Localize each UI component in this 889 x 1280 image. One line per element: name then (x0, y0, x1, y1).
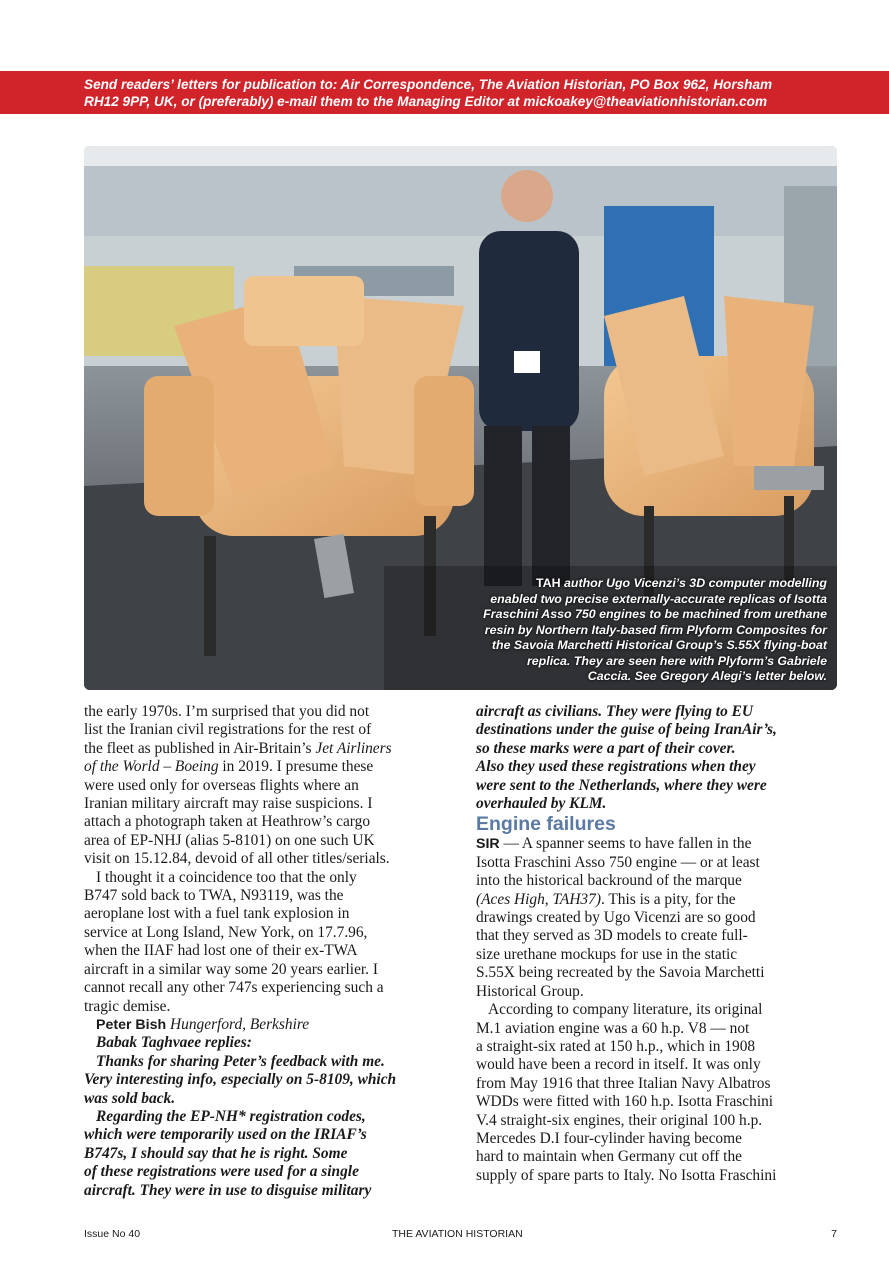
body-line: Historical Group. (476, 982, 584, 1000)
body-line: — A spanner seems to have fallen in the (499, 835, 752, 853)
body-line: I thought it a coincidence too that the only (96, 868, 357, 886)
body-line: Isotta Fraschini Asso 750 engine — or at least (476, 853, 760, 871)
body-line: supply of spare parts to Italy. No Isotta Fraschini (476, 1166, 777, 1184)
reply-line: which were temporarily used on the IRIAF’s (84, 1126, 367, 1144)
section-heading: Engine failures (476, 813, 616, 836)
body-line: the fleet as published in Air-Britain’s (84, 739, 316, 757)
reply-line: aircraft as civilians. They were flying to EU (476, 703, 754, 720)
body-line: tragic demise. (84, 997, 171, 1015)
body-line: Iranian military aircraft may raise suspicions. I (84, 795, 373, 813)
reply-line: aircraft. They were in use to disguise military (84, 1181, 372, 1199)
page-number: 7 (831, 1228, 837, 1240)
left-column (84, 703, 449, 1200)
body-line: drawings created by Ugo Vicenzi are so good (476, 909, 756, 927)
photo-caption (427, 576, 827, 685)
signature-name: Peter Bish (96, 1016, 167, 1033)
body-line: would have been a record in itself. It was only (476, 1056, 761, 1074)
banner-line-2: RH12 9PP, UK, or (preferably) e-mail them to the Managing Editor at mickoakey@theaviationhistorian.com (84, 94, 768, 109)
body-line: cannot recall any other 747s experiencing such a (84, 979, 384, 997)
body-line: that they served as 3D models to create full- (476, 927, 748, 945)
reply-line: destinations under the guise of being IranAir’s, (476, 721, 777, 739)
banner-line-1: Send readers’ letters for publication to: Air Correspondence, The Aviation Historian, PO Box 962, Horsham (84, 77, 773, 92)
body-line: from May 1916 that three Italian Navy Albatros (476, 1074, 771, 1092)
reply-line: Thanks for sharing Peter’s feedback with me. (96, 1052, 385, 1070)
body-line: visit on 15.12.84, devoid of all other titles/serials. (84, 850, 390, 868)
body-line: when the IIAF had lost one of their ex-TWA (84, 942, 358, 960)
caption-line-7: Caccia. See Gregory Alegi’s letter below. (587, 669, 827, 683)
reply-line: were sent to the Netherlands, where they were (476, 776, 767, 794)
sir-salutation: SIR (476, 836, 500, 853)
letters-banner (0, 71, 889, 114)
body-line: attach a photograph taken at Heathrow’s cargo (84, 813, 371, 831)
caption-line-3: Fraschini Asso 750 engines to be machined from urethane (483, 607, 827, 621)
book-title: of the World – Boeing (84, 758, 219, 776)
body-line: V.4 straight-six engines, their original 100 h.p. (476, 1111, 763, 1129)
article-reference: (Aces High, TAH37) (476, 890, 601, 908)
reply-line: Regarding the EP-NH* registration codes, (96, 1107, 366, 1125)
body-line: M.1 aviation engine was a 60 h.p. V8 — not (476, 1019, 750, 1037)
body-line: the early 1970s. I’m surprised that you did not (84, 703, 370, 720)
body-line: size urethane mockups for use in the static (476, 945, 738, 963)
reply-line: so these marks were a part of their cover. (476, 739, 736, 757)
body-line: area of EP-NHJ (alias 5-8101) on one such UK (84, 831, 375, 849)
caption-line-6: replica. They are seen here with Plyform’s Gabriele (526, 653, 827, 668)
body-line: service at Long Island, New York, on 17.7.96, (84, 923, 368, 941)
reply-line: Very interesting info, especially on 5-8109, which (84, 1071, 397, 1089)
reply-line: overhauled by KLM. (476, 795, 607, 813)
body-line: into the historical backround of the marque (476, 872, 742, 890)
body-line: hard to maintain when Germany cut off the (476, 1148, 742, 1166)
signature-place: Hungerford, Berkshire (166, 1015, 310, 1033)
caption-line-5: the Savoia Marchetti Historical Group’s S.55X flying-boat (491, 638, 827, 652)
body-line: S.55X being recreated by the Savoia Marchetti (476, 964, 765, 982)
body-line: Mercedes D.I four-cylinder having become (476, 1129, 742, 1147)
magazine-name: THE AVIATION HISTORIAN (392, 1228, 523, 1240)
reply-line: B747s, I should say that he is right. Some (84, 1144, 348, 1162)
body-line: aircraft in a similar way some 20 years earlier. I (84, 960, 379, 978)
right-column (476, 703, 837, 1185)
page-footer (84, 1228, 837, 1244)
body-line: B747 sold back to TWA, N93119, was the (84, 887, 344, 905)
body-line: a straight-six rated at 150 h.p., which in 1908 (476, 1037, 756, 1055)
body-line: in 2019. I presume these (218, 758, 374, 776)
engine-replicas-photo (84, 146, 837, 690)
reply-header: Babak Taghvaee replies: (96, 1034, 252, 1052)
caption-lead: TAH (536, 576, 561, 590)
body-line: list the Iranian civil registrations for the rest of (84, 721, 372, 739)
reply-line: Also they used these registrations when they (476, 758, 756, 776)
issue-number: Issue No 40 (84, 1228, 141, 1240)
body-line: aeroplane lost with a fuel tank explosion in (84, 905, 350, 923)
body-line: According to company literature, its original (488, 1001, 763, 1019)
caption-line-2: enabled two precise externally-accurate replicas of Isotta (490, 591, 827, 606)
signature (84, 1016, 449, 1034)
body-line: WDDs were fitted with 160 h.p. Isotta Fraschini (476, 1093, 774, 1111)
caption-line-4: resin by Northern Italy-based firm Plyform Composites for (484, 622, 827, 637)
reply-line: was sold back. (84, 1089, 176, 1107)
body-line: were used only for overseas flights where an (84, 776, 359, 794)
book-title: Jet Airliners (315, 739, 392, 757)
reply-line: of these registrations were used for a single (84, 1163, 359, 1181)
body-line: . This is a pity, for the (600, 890, 736, 908)
caption-line-1: author Ugo Vicenzi’s 3D computer modelling (560, 576, 827, 590)
